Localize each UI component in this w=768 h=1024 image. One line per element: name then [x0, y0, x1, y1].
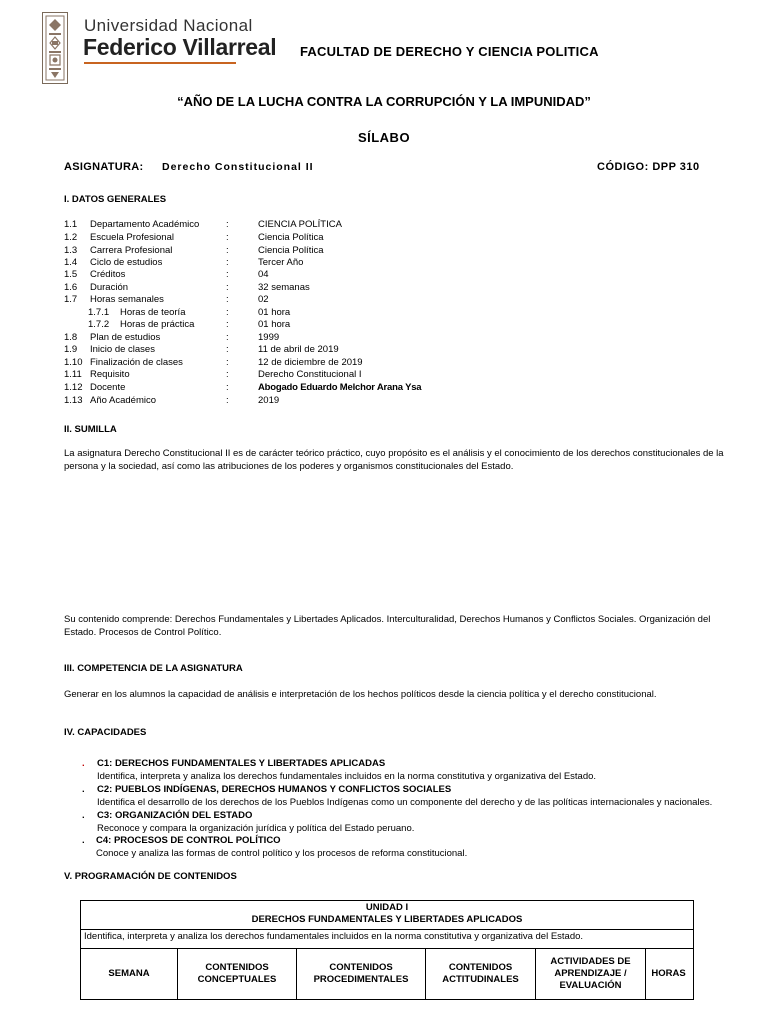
row-separator: : — [226, 219, 229, 230]
unit-description: Identifica, interpreta y analiza los derechos fundamentales incluidos en la norma constitutiva y organizativa del Estado. — [81, 930, 693, 949]
row-separator: : — [226, 232, 229, 243]
row-number: 1.11 — [64, 369, 82, 380]
competencia-paragraph: Generar en los alumnos la capacidad de análisis e interpretación de los hechos políticos desde la ciencia política y el derecho constitucional. — [64, 689, 657, 700]
row-separator: : — [226, 357, 229, 368]
row-number: 1.13 — [64, 395, 83, 406]
row-value: Tercer Año — [258, 257, 304, 268]
row-value: CIENCIA POLÍTICA — [258, 219, 342, 230]
row-label: Año Académico — [90, 395, 157, 406]
row-separator: : — [226, 245, 229, 256]
row-number: 1.7 — [64, 294, 78, 305]
row-value: 2019 — [258, 395, 280, 406]
row-value: 1999 — [258, 332, 280, 343]
row-separator: : — [226, 382, 229, 393]
capacity-description: Identifica, interpreta y analiza los derechos fundamentales incluidos en la norma constitutiva y organizativa del Estado. — [97, 771, 597, 782]
row-number: 1.10 — [64, 357, 83, 368]
row-label: Requisito — [90, 369, 130, 380]
university-name-line2: Federico Villarreal — [83, 34, 277, 60]
row-label: Docente — [90, 382, 126, 393]
bullet-icon: . — [82, 810, 85, 821]
unit-number: UNIDAD I — [365, 902, 409, 913]
row-number: 1.1 — [64, 219, 78, 230]
course-code: CÓDIGO: DPP 310 — [597, 161, 700, 173]
row-number: 1.7.2 — [88, 319, 110, 330]
content-paragraph: Su contenido comprende: Derechos Fundamentales y Libertades Aplicados. Interculturalidad, Derechos Humanos y Conflictos Sociales. Organización del Estado. Procesos de Control Político. — [64, 614, 711, 638]
unit-title: DERECHOS FUNDAMENTALES Y LIBERTADES APLICADOS — [251, 914, 523, 925]
row-number: 1.3 — [64, 245, 78, 256]
row-value: 12 de diciembre de 2019 — [258, 357, 363, 368]
sumilla-paragraph: La asignatura Derecho Constitucional II es de carácter teórico práctico, cuyo propósito es el análisis y el conocimiento de los derechos constitucionales de la persona y la sociedad, así como las atribuciones de los poderes y organismos constitucionales del Estado. — [64, 448, 724, 472]
row-number: 1.8 — [64, 332, 78, 343]
row-number: 1.4 — [64, 257, 78, 268]
column-header: ACTIVIDADES DE APRENDIZAJE / EVALUACIÓN — [536, 949, 646, 999]
capacity-title: C4: PROCESOS DE CONTROL POLÍTICO — [96, 835, 281, 846]
column-header: CONTENIDOS CONCEPTUALES — [178, 949, 297, 999]
row-label: Inicio de clases — [90, 344, 155, 355]
row-label: Duración — [90, 282, 129, 293]
capacity-description: Conoce y analiza las formas de control político y los procesos de reforma constitucional. — [96, 848, 468, 859]
row-value: 11 de abril de 2019 — [258, 344, 339, 355]
row-label: Horas de práctica — [120, 319, 195, 330]
section-heading-competencia: III. COMPETENCIA DE LA ASIGNATURA — [64, 663, 243, 674]
column-header: SEMANA — [81, 949, 178, 999]
university-name-line1: Universidad Nacional — [84, 16, 253, 35]
capacity-description: Reconoce y compara la organización jurídica y política del Estado peruano. — [97, 823, 415, 834]
row-value: Abogado Eduardo Melchor Arana Ysa — [258, 382, 422, 393]
section-heading-datos: I. DATOS GENERALES — [64, 194, 167, 205]
row-value: 32 semanas — [258, 282, 310, 293]
row-value: 04 — [258, 269, 269, 280]
row-label: Ciclo de estudios — [90, 257, 163, 268]
course-name: Derecho Constitucional II — [162, 161, 314, 173]
section-heading-capacidades: IV. CAPACIDADES — [64, 727, 147, 738]
row-separator: : — [226, 257, 229, 268]
document-title: SÍLABO — [357, 130, 411, 145]
bullet-icon: . — [82, 835, 85, 846]
row-separator: : — [226, 369, 229, 380]
table-header-row — [81, 949, 693, 999]
course-label: ASIGNATURA: — [64, 161, 144, 173]
university-underline — [84, 62, 236, 64]
row-label: Horas de teoría — [120, 307, 186, 318]
row-value: 02 — [258, 294, 269, 305]
row-number: 1.7.1 — [88, 307, 110, 318]
column-header: CONTENIDOS PROCEDIMENTALES — [297, 949, 426, 999]
row-label: Departamento Académico — [90, 219, 200, 230]
capacity-description: Identifica el desarrollo de los derechos de los Pueblos Indígenas como un componente del derecho y de las políticas internacionales y nacionales. — [97, 797, 713, 808]
row-separator: : — [226, 294, 229, 305]
row-number: 1.9 — [64, 344, 78, 355]
row-label: Finalización de clases — [90, 357, 183, 368]
capacity-title: C3: ORGANIZACIÓN DEL ESTADO — [97, 810, 253, 821]
row-number: 1.2 — [64, 232, 78, 243]
row-separator: : — [226, 332, 229, 343]
row-label: Escuela Profesional — [90, 232, 174, 243]
unit-table — [80, 900, 694, 1000]
capacity-title: C2: PUEBLOS INDÍGENAS, DERECHOS HUMANOS Y CONFLICTOS SOCIALES — [97, 784, 452, 795]
row-separator: : — [226, 307, 229, 318]
row-label: Horas semanales — [90, 294, 164, 305]
row-number: 1.12 — [64, 382, 83, 393]
bullet-icon: . — [82, 784, 85, 795]
row-separator: : — [226, 269, 229, 280]
bullet-icon: . — [82, 758, 85, 769]
row-number: 1.5 — [64, 269, 78, 280]
section-heading-programacion: V. PROGRAMACIÓN DE CONTENIDOS — [64, 871, 237, 882]
faculty-title: FACULTAD DE DERECHO Y CIENCIA POLITICA — [300, 44, 599, 59]
row-value: 01 hora — [258, 307, 291, 318]
row-label: Carrera Profesional — [90, 245, 173, 256]
column-header: HORAS — [651, 968, 686, 979]
row-separator: : — [226, 344, 229, 355]
column-header: CONTENIDOS ACTITUDINALES — [426, 949, 536, 999]
section-heading-sumilla: II. SUMILLA — [64, 424, 117, 435]
row-value: Derecho Constitucional I — [258, 369, 362, 380]
row-separator: : — [226, 282, 229, 293]
year-title: “AÑO DE LA LUCHA CONTRA LA CORRUPCIÓN Y LA IMPUNIDAD” — [177, 94, 591, 109]
row-separator: : — [226, 319, 229, 330]
row-value: 01 hora — [258, 319, 291, 330]
unit-header — [81, 901, 693, 930]
row-value: Ciencia Política — [258, 232, 324, 243]
row-number: 1.6 — [64, 282, 78, 293]
row-label: Créditos — [90, 269, 126, 280]
row-value: Ciencia Política — [258, 245, 324, 256]
capacity-title: C1: DERECHOS FUNDAMENTALES Y LIBERTADES APLICADAS — [97, 758, 386, 769]
row-label: Plan de estudios — [90, 332, 161, 343]
row-separator: : — [226, 395, 229, 406]
university-logo — [42, 12, 68, 84]
